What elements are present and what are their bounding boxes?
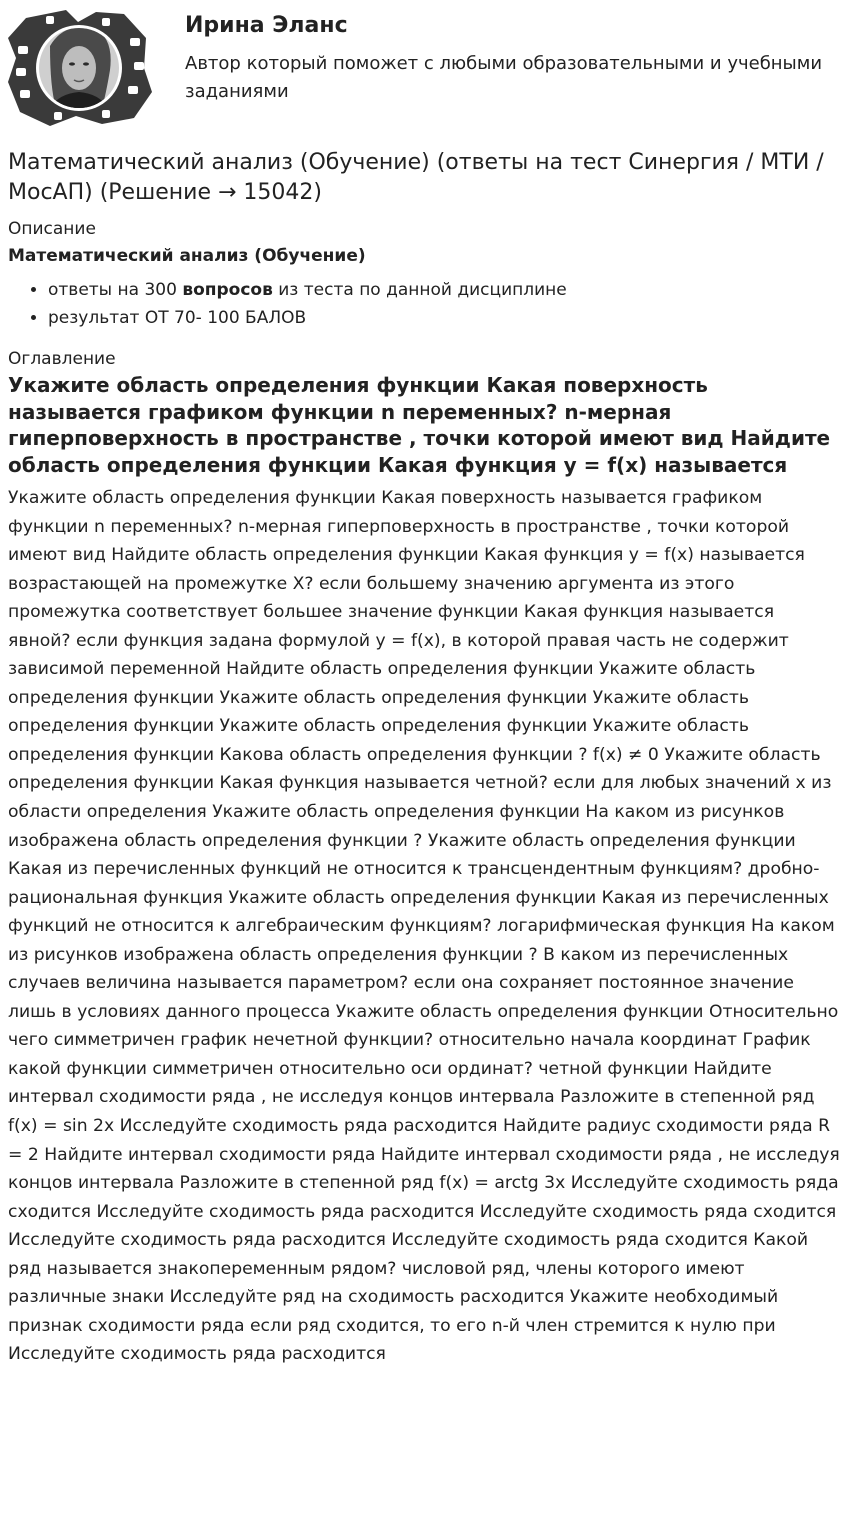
toc-heading: Укажите область определения функции Какая поверхность называется графиком функции n переменных? n-мерная гиперповерхность в пространстве , точки которой имеют вид Найдите область определения функции Какая функция y = f(x) называется [8,373,831,477]
list-item-text: результат ОТ 70- 100 БАЛОВ [48,308,307,328]
body-text: Укажите область определения функции Какая поверхность называется графиком функции n переменных? n-мерная гиперповерхность в пространстве , точки которой имеют вид Найдите область определения функции Какая функция y = f(x) называется возрастающей на промежутке X? если большему значению аргумента из этого промежутка соответствует большее значение функции Какая функция называется явной? если функция задана формулой y = f(x), в которой правая часть не содержит зависимой переменной Найдите область определения функции Укажите область определения функции Укажите область определения функции Укажите область определения функции Укажите область определения функции Укажите область определения функции Какова область определения функции ? f(x) ≠ 0 Укажите область определения функции Какая функция называется четной? если для любых значений x из области определения Укажите область определения функции На каком из рисунков изображена область определения функции ? Укажите область определения функции Какая из перечисленных функций не относится к трансцендентным функциям? дробно-рациональная функция Укажите область определения функции Какая из перечисленных функций не относится к алгебраическим функциям? логарифмическая функция На каком из рисунков изображена область определения функции ? В каком из перечисленных случаев величина называется параметром? если она сохраняет постоянное значение лишь в условиях данного процесса Укажите область определения функции Относительно чего симметричен график нечетной функции? относительно начала координат График какой функции симметричен относительно оси ординат? четной функции Найдите интервал сходимости ряда , не исследуя концов интервала Разложите в степенной ряд f(x) = sin 2x Исследуйте сходимость ряда расходится Найдите радиус сходимости ряда R = 2 Найдите интервал сходимости ряда Найдите интервал сходимости ряда , не исследуя концов интервала Разложите в степенной ряд f(x) = arctg 3x Исследуйте сходимость ряда сходится Исследуйте сходимость ряда расходится Исследуйте сходимость ряда сходится Исследуйте сходимость ряда расходится Исследуйте сходимость ряда сходится Какой ряд называется знакопеременным рядом? числовой ряд, члены которого имеют различные знаки Исследуйте ряд на сходимость расходится Укажите необходимый признак сходимости ряда если ряд сходится, то его n-й член стремится к нулю при Исследуйте сходимость ряда расходится [8,488,840,1365]
description-list [8,276,840,332]
description-heading: Математический анализ (Обучение) [8,246,366,266]
list-item [48,304,840,332]
author-card [0,0,847,140]
film-reel-frame-icon [6,8,152,128]
toc-label: Оглавление [8,349,116,369]
author-name[interactable]: Ирина Эланс [185,13,348,38]
list-item-text: ответы на 300 [48,280,183,300]
author-description: Автор который поможет с любыми образовательными и учебными заданиями [185,53,823,102]
list-item-bold: вопросов [182,280,273,300]
description-label: Описание [8,219,96,239]
list-item-text-after: из теста по данной дисциплине [272,280,567,300]
page-title: Математический анализ (Обучение) (ответы на тест Синергия / МТИ / МосАП) (Решение → 15042) [8,150,824,205]
author-avatar[interactable] [6,8,152,128]
main-content [8,148,840,1369]
list-item [48,276,840,304]
